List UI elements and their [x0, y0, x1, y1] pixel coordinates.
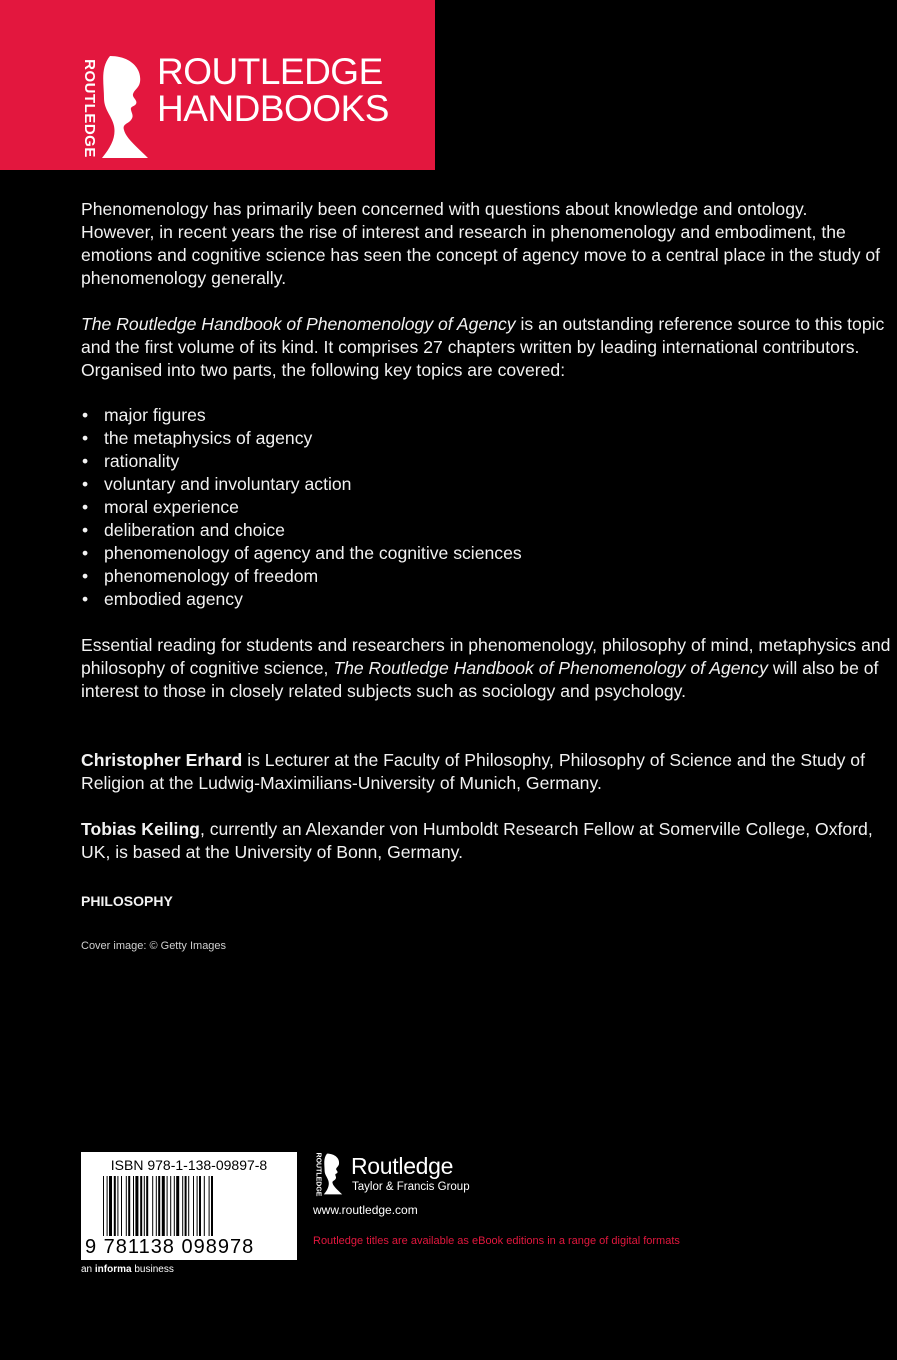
editor-name: Christopher Erhard: [81, 750, 243, 770]
list-item: • phenomenology of agency and the cognitive sciences: [82, 543, 522, 563]
publisher-url[interactable]: www.routledge.com: [313, 1203, 418, 1217]
informa-tagline: an informa business: [81, 1264, 174, 1275]
bullet-icon: •: [82, 428, 89, 448]
bullet-icon: •: [82, 405, 89, 425]
bullet-icon: •: [82, 589, 89, 609]
barcode: [81, 1152, 297, 1260]
bullet-icon: •: [82, 497, 89, 517]
list-item: • the metaphysics of agency: [82, 428, 313, 448]
publisher-group: Taylor & Francis Group: [352, 1181, 470, 1193]
bullet-icon: •: [82, 451, 89, 471]
series-header: [0, 0, 435, 170]
barcode-number: 9 781138 098978: [85, 1236, 255, 1258]
profile-silhouette-icon: [100, 54, 150, 160]
publisher-logo-wordmark: ROUTLEDGE: [314, 1152, 322, 1196]
bullet-icon: •: [82, 520, 89, 540]
list-item: • embodied agency: [82, 589, 243, 609]
bullet-icon: •: [82, 543, 89, 563]
publisher-profile-icon: [323, 1151, 343, 1197]
topic-list: [81, 404, 522, 611]
subject-category: PHILOSOPHY: [81, 893, 173, 909]
book-title: The Routledge Handbook of Phenomenology of Agency: [333, 658, 768, 678]
list-item: • voluntary and involuntary action: [82, 474, 352, 494]
editor-bio: Tobias Keiling, currently an Alexander von Humboldt Research Fellow at Somerville College, Oxford, UK, is based at the University of Bonn, Germany.: [81, 819, 873, 862]
cover-credit: Cover image: © Getty Images: [81, 940, 227, 952]
audience-paragraph: Essential reading for students and researchers in phenomenology, philosophy of mind, metaphysics and philosophy of cognitive science, The Routledge Handbook of Phenomenology of Agency will also be of interest to those in closely related subjects such as sociology and psychology.: [81, 635, 891, 701]
bullet-icon: •: [82, 474, 89, 494]
book-title: The Routledge Handbook of Phenomenology of Agency: [81, 314, 516, 334]
list-item: • moral experience: [82, 497, 239, 517]
isbn-label: ISBN 978-1-138-09897-8: [110, 1157, 268, 1173]
list-item: • deliberation and choice: [82, 520, 285, 540]
bullet-icon: •: [82, 566, 89, 586]
editor-name: Tobias Keiling: [81, 819, 200, 839]
routledge-logo-wordmark: ROUTLEDGE: [80, 58, 98, 158]
series-title: ROUTLEDGE HANDBOOKS: [157, 51, 389, 129]
editor-bio: Christopher Erhard is Lecturer at the Faculty of Philosophy, Philosophy of Science and the Study of Religion at the Ludwig-Maximilians-University of Munich, Germany.: [81, 750, 865, 793]
intro-paragraph: Phenomenology has primarily been concerned with questions about knowledge and ontology. However, in recent years the rise of interest and research in phenomenology and embodiment, the emotions and cognitive science has seen the concept of agency move to a central place in the study of phenomenology generally.: [81, 199, 881, 288]
ebook-note: Routledge titles are available as eBook editions in a range of digital formats: [313, 1235, 680, 1247]
list-item: • major figures: [82, 405, 206, 425]
description-paragraph: The Routledge Handbook of Phenomenology of Agency is an outstanding reference source to this topic and the first volume of its kind. It comprises 27 chapters written by leading international contributors. Organised into two parts, the following key topics are covered:: [81, 314, 885, 380]
list-item: • phenomenology of freedom: [82, 566, 319, 586]
barcode-bars: [103, 1176, 289, 1236]
list-item: • rationality: [82, 451, 180, 471]
publisher-name: Routledge: [351, 1153, 454, 1179]
